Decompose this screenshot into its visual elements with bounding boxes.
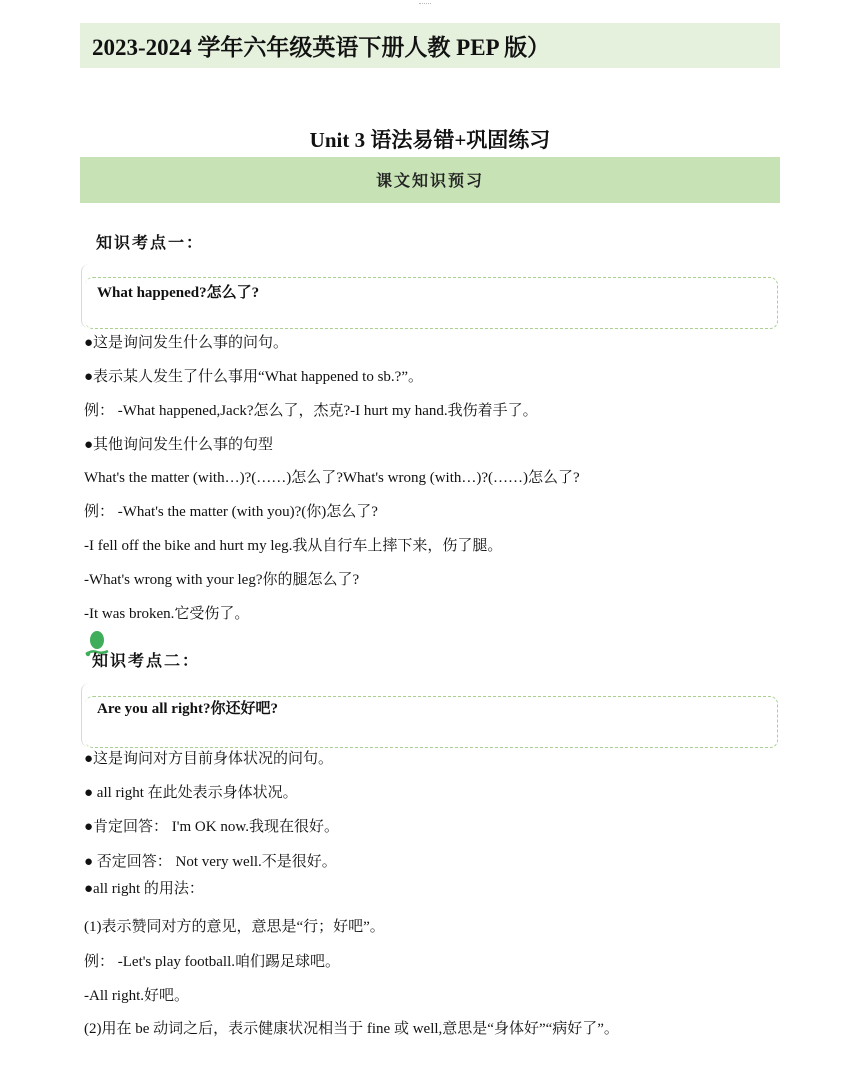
text-line: -I fell off the bike and hurt my leg.我从自行车上摔下来，伤了腿。: [84, 538, 503, 554]
knowledge-point-1-key-sentence: What happened?怎么了?: [97, 285, 260, 301]
document-title: 2023-2024 学年六年级英语下册人教 PEP 版）: [80, 23, 780, 68]
text-line: (2)用在 be 动词之后，表示健康状况相当于 fine 或 well,意思是“身体好”“病好了”。: [84, 1021, 619, 1037]
text-line: 例： -Let's play football.咱们踢足球吧。: [84, 954, 341, 970]
section-header: 课文知识预习: [80, 157, 780, 203]
text-line: (1)表示赞同对方的意见，意思是“行；好吧”。: [84, 919, 385, 935]
text-line: ●all right 的用法：: [84, 881, 204, 897]
knowledge-point-1-title: 知识考点一：: [96, 235, 205, 252]
text-line: ●表示某人发生了什么事用“What happened to sb.?”。: [84, 369, 423, 385]
text-line: 例： -What's the matter (with you)?(你)怎么了?: [84, 504, 378, 520]
knowledge-point-2-key-sentence: Are you all right?你还好吧?: [97, 701, 278, 717]
text-line: ●其他询问发生什么事的句型: [84, 437, 274, 453]
knowledge-point-2-title: 知识考点二：: [92, 653, 201, 670]
text-line: -What's wrong with your leg?你的腿怎么了?: [84, 572, 360, 588]
text-line: ● all right 在此处表示身体状况。: [84, 785, 298, 801]
text-line: 例： -What happened,Jack?怎么了，杰克?-I hurt my hand.我伤着手了。: [84, 403, 538, 419]
unit-title: Unit 3 语法易错+巩固练习: [309, 128, 551, 152]
text-line: What's the matter (with…)?(……)怎么了?What's wrong (with…)?(……)怎么了?: [84, 470, 580, 486]
text-line: -It was broken.它受伤了。: [84, 606, 250, 622]
text-line: ● 否定回答： Not very well.不是很好。: [84, 854, 337, 870]
text-line: -All right.好吧。: [84, 988, 189, 1004]
text-line: ●肯定回答： I'm OK now.我现在很好。: [84, 819, 339, 835]
text-line: ●这是询问发生什么事的问句。: [84, 335, 289, 351]
top-divider: [419, 0, 431, 4]
text-line: ●这是询问对方目前身体状况的问句。: [84, 751, 334, 767]
